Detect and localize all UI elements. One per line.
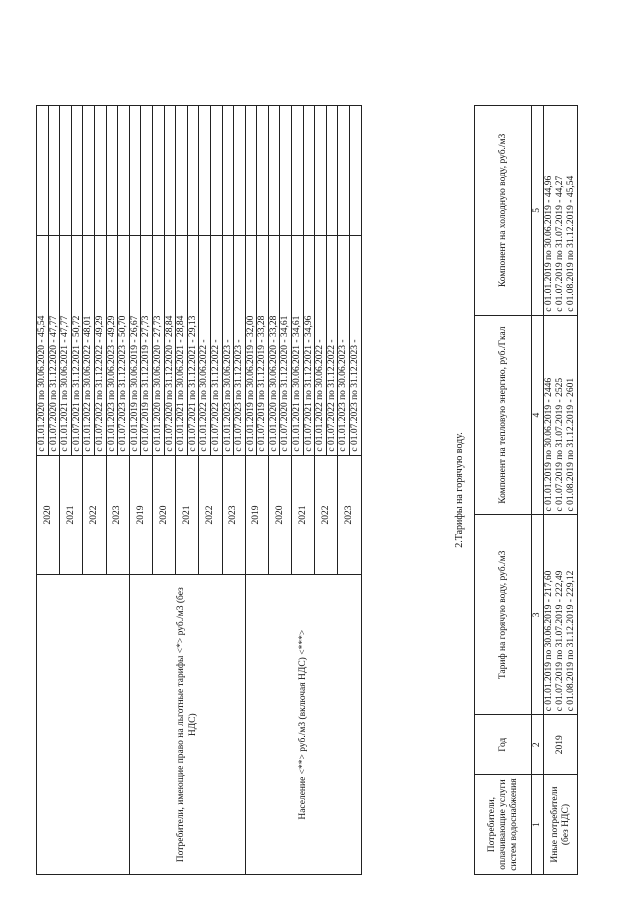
tariff-period-cell: с 01.07.2020 по 31.12.2020 - 47,77 bbox=[48, 235, 60, 455]
rotated-content bbox=[36, 25, 601, 875]
tariff-period-cell: с 01.01.2022 по 30.06.2022 - bbox=[315, 235, 327, 455]
empty-cell bbox=[71, 106, 83, 236]
empty-cell bbox=[187, 106, 199, 236]
empty-cell bbox=[106, 106, 118, 236]
tariff-period-cell: с 01.07.2022 по 31.12.2022 - 49,29 bbox=[94, 235, 106, 455]
tariff-period-cell: с 01.07.2023 по 31.12.2023 - bbox=[234, 235, 246, 455]
tariff-period-cell: с 01.07.2022 по 31.12.2022 - bbox=[326, 235, 338, 455]
year-cell: 2022 bbox=[315, 455, 338, 575]
tariff-period-cell: с 01.01.2020 по 30.06.2020 - 27,73 bbox=[152, 235, 164, 455]
tariff-period-cell: с 01.01.2021 по 30.06.2021 - 47,77 bbox=[60, 235, 72, 455]
header-cell: Год bbox=[475, 715, 532, 775]
empty-cell bbox=[37, 106, 49, 236]
empty-cell bbox=[338, 106, 350, 236]
hot-water-tariff-table bbox=[474, 105, 578, 875]
tariff-period-cell: с 01.01.2021 по 30.06.2021 - 34,61 bbox=[292, 235, 304, 455]
header-cell: Компонент на тепловую энергию, руб./Гкал bbox=[475, 315, 532, 515]
tariff-period-cell: с 01.07.2023 по 31.12.2023 - bbox=[350, 235, 362, 455]
tariff-period-cell: с 01.07.2022 по 31.12.2022 - bbox=[210, 235, 222, 455]
tariff-line: с 01.01.2019 по 30.06.2019 - 217,60 bbox=[544, 570, 554, 712]
empty-cell bbox=[210, 106, 222, 236]
cold-line: с 01.07.2019 по 31.07.2019 - 44,27 bbox=[555, 175, 565, 312]
empty-cell bbox=[257, 106, 269, 236]
empty-cell bbox=[141, 106, 153, 236]
tariff-period-cell: с 01.07.2021 по 31.12.2021 - 50,72 bbox=[71, 235, 83, 455]
empty-cell bbox=[315, 106, 327, 236]
tariff-period-cell: с 01.01.2022 по 30.06.2022 - 48,01 bbox=[83, 235, 95, 455]
tariff-period-cell: с 01.07.2019 по 31.12.2019 - 27,73 bbox=[141, 235, 153, 455]
cold-component-cell bbox=[544, 106, 578, 316]
consumer-category: Потребители, имеющие право на льготные тарифы <*> руб./м3 (без НДС) bbox=[129, 575, 245, 875]
year-cell: 2019 bbox=[245, 455, 268, 575]
tariff-line: с 01.08.2019 по 31.12.2019 - 229,12 bbox=[566, 570, 576, 712]
tariff-period-cell: с 01.01.2020 по 30.06.2020 - 45,54 bbox=[37, 235, 49, 455]
empty-cell bbox=[326, 106, 338, 236]
tariff-period-cell: с 01.01.2021 по 30.06.2021 - 28,84 bbox=[176, 235, 188, 455]
year-cell: 2023 bbox=[106, 455, 129, 575]
heat-line: с 01.08.2019 по 31.12.2019 - 2601 bbox=[566, 377, 576, 512]
tariff-period-cell: с 01.07.2019 по 31.12.2019 - 33,28 bbox=[257, 235, 269, 455]
year-cell: 2020 bbox=[37, 455, 60, 575]
tariff-cell bbox=[544, 515, 578, 715]
table-row bbox=[129, 106, 141, 875]
year-cell: 2022 bbox=[199, 455, 222, 575]
empty-cell bbox=[152, 106, 164, 236]
tariff-line: с 01.07.2019 по 31.07.2019 - 222,49 bbox=[555, 570, 565, 712]
year-cell: 2019 bbox=[544, 715, 578, 775]
empty-cell bbox=[199, 106, 211, 236]
table-row bbox=[544, 106, 578, 875]
tariff-period-cell: с 01.01.2020 по 30.06.2020 - 33,28 bbox=[268, 235, 280, 455]
tariff-period-cell: с 01.01.2023 по 30.06.2023 - 49,29 bbox=[106, 235, 118, 455]
year-cell: 2019 bbox=[129, 455, 152, 575]
column-number: 2 bbox=[532, 715, 544, 775]
empty-cell bbox=[94, 106, 106, 236]
column-number: 5 bbox=[532, 106, 544, 316]
empty-cell bbox=[234, 106, 246, 236]
cold-line: с 01.01.2019 по 30.06.2019 - 44,96 bbox=[544, 175, 554, 312]
tariff-table-cold-water bbox=[36, 105, 362, 875]
heat-component-cell bbox=[544, 315, 578, 515]
empty-cell bbox=[245, 106, 257, 236]
tariff-period-cell: с 01.01.2019 по 30.06.2019 - 26,67 bbox=[129, 235, 141, 455]
empty-cell bbox=[118, 106, 130, 236]
empty-cell bbox=[222, 106, 234, 236]
tariff-period-cell: с 01.07.2023 по 31.12.2023 - 50,70 bbox=[118, 235, 130, 455]
year-cell: 2020 bbox=[268, 455, 291, 575]
column-number: 3 bbox=[532, 515, 544, 715]
empty-cell bbox=[268, 106, 280, 236]
year-cell: 2023 bbox=[222, 455, 245, 575]
tariff-period-cell: с 01.07.2020 по 31.12.2020 - 28,84 bbox=[164, 235, 176, 455]
header-cell: Компонент на холодную воду, руб./м3 bbox=[475, 106, 532, 316]
tariff-period-cell: с 01.07.2020 по 31.12.2020 - 34,61 bbox=[280, 235, 292, 455]
section-heading: 2.Тарифы на горячую воду. bbox=[454, 432, 465, 548]
tariff-period-cell: с 01.07.2021 по 31.12.2021 - 29,13 bbox=[187, 235, 199, 455]
column-number: 1 bbox=[532, 775, 544, 875]
consumer-category bbox=[37, 575, 130, 875]
empty-cell bbox=[129, 106, 141, 236]
consumer-category: Население <**> руб./м3 (включая НДС) <***> bbox=[245, 575, 361, 875]
table-row bbox=[37, 106, 49, 875]
year-cell: 2021 bbox=[60, 455, 83, 575]
table-row bbox=[245, 106, 257, 875]
empty-cell bbox=[60, 106, 72, 236]
year-cell: 2022 bbox=[83, 455, 106, 575]
header-row bbox=[475, 106, 532, 875]
cold-line: с 01.08.2019 по 31.12.2019 - 45,54 bbox=[566, 175, 576, 312]
year-cell: 2023 bbox=[338, 455, 361, 575]
header-cell: Потребители, оплачивающие услуги систем водоснабжения bbox=[475, 775, 532, 875]
tariff-period-cell: с 01.01.2023 по 30.06.2023 - bbox=[222, 235, 234, 455]
year-cell: 2021 bbox=[292, 455, 315, 575]
tariff-period-cell: с 01.07.2021 по 31.12.2021 - 34,96 bbox=[303, 235, 315, 455]
empty-cell bbox=[48, 106, 60, 236]
empty-cell bbox=[176, 106, 188, 236]
empty-cell bbox=[350, 106, 362, 236]
column-number-row bbox=[532, 106, 544, 875]
empty-cell bbox=[280, 106, 292, 236]
column-number: 4 bbox=[532, 315, 544, 515]
empty-cell bbox=[164, 106, 176, 236]
tariff-period-cell: с 01.01.2019 по 30.06.2019 - 32,00 bbox=[245, 235, 257, 455]
header-cell: Тариф на горячую воду, руб./м3 bbox=[475, 515, 532, 715]
year-cell: 2021 bbox=[176, 455, 199, 575]
consumer-cell: Иные потребители (без НДС) bbox=[544, 775, 578, 875]
heat-line: с 01.01.2019 по 30.06.2019 - 2446 bbox=[544, 377, 554, 512]
empty-cell bbox=[303, 106, 315, 236]
tariff-period-cell: с 01.01.2023 по 30.06.2023 - bbox=[338, 235, 350, 455]
heat-line: с 01.07.2019 по 31.07.2019 - 2525 bbox=[555, 377, 565, 512]
year-cell: 2020 bbox=[152, 455, 175, 575]
empty-cell bbox=[292, 106, 304, 236]
tariff-period-cell: с 01.01.2022 по 30.06.2022 - bbox=[199, 235, 211, 455]
empty-cell bbox=[83, 106, 95, 236]
